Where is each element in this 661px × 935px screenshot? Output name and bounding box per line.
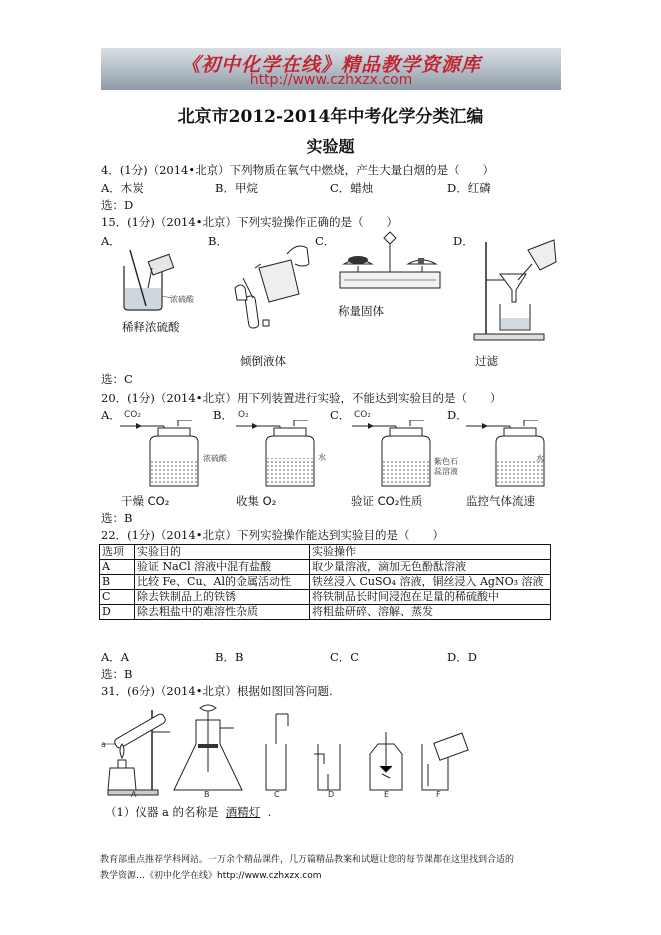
q4-option-a: A．木炭 xyxy=(101,181,144,195)
caption-filter: 过滤 xyxy=(475,354,498,368)
table-cell: 取少量溶液，滴加无色酚酞溶液 xyxy=(310,560,551,575)
apparatus-label-c: C xyxy=(274,790,280,799)
q20a-liquid: 浓硫酸 xyxy=(203,454,227,463)
q20-letter-b: B． xyxy=(213,408,233,422)
q4-option-d: D．红磷 xyxy=(447,181,491,195)
q20-caption-b: 收集 O₂ xyxy=(236,494,277,508)
q22-option-b: B．B xyxy=(215,650,244,664)
table-cell: 除去粗盐中的难溶性杂质 xyxy=(135,605,310,620)
pour-liquid-diagram xyxy=(225,234,315,344)
table-header-cell: 实验目的 xyxy=(135,545,310,560)
q31-sub1 xyxy=(105,805,271,820)
q31-sub1-suffix: . xyxy=(267,805,272,819)
q22-stem: 22．(1分)（2014•北京）下列实验操作能达到实验目的是（ ） xyxy=(101,528,444,542)
footer-line-1: 教育部重点推荐学科网站。一万余个精品课件，几万篇精品教案和试题让您的每节课都在这里找到合适的 xyxy=(100,855,515,865)
q22-option-c: C．C xyxy=(330,650,360,664)
q15-letter-a: A． xyxy=(101,234,121,248)
q20-letter-a: A． xyxy=(101,408,121,422)
table-cell: 除去铁制品上的铁锈 xyxy=(135,590,310,605)
table-header-cell: 实验操作 xyxy=(310,545,551,560)
q20b-gas-label: O₂ xyxy=(238,410,249,420)
caption-pour: 倾倒液体 xyxy=(240,354,286,368)
table-row xyxy=(100,560,551,575)
q20-caption-c: 验证 CO₂性质 xyxy=(351,494,423,508)
apparatus-diagram xyxy=(100,704,480,800)
q20c-liquid-1: 紫色石 xyxy=(434,457,458,466)
apparatus-label-d: D xyxy=(328,790,335,799)
q20-answer: 选：B xyxy=(101,511,133,525)
q15-letter-c: C． xyxy=(315,234,336,248)
q4-option-b: B．甲烷 xyxy=(215,181,258,195)
q31-sub1-prefix: （1）仪器 a 的名称是 xyxy=(105,805,219,819)
table-row xyxy=(100,575,551,590)
table-cell: A xyxy=(100,560,135,575)
gas-bottles-diagram xyxy=(118,420,558,492)
q20d-liquid: 水 xyxy=(536,454,544,463)
dilute-acid-diagram xyxy=(112,236,196,322)
filtration-diagram xyxy=(470,236,560,344)
q20-letter-c: C． xyxy=(330,408,351,422)
table-cell: D xyxy=(100,605,135,620)
q20-caption-a: 干燥 CO₂ xyxy=(121,494,170,508)
table-cell: B xyxy=(100,575,135,590)
document-title: 北京市2012-2014年中考化学分类汇编 xyxy=(177,107,484,127)
apparatus-f xyxy=(422,733,468,790)
table-row xyxy=(100,605,551,620)
table-cell: 铁丝浸入 CuSO₄ 溶液，铜丝浸入 AgNO₃ 溶液 xyxy=(310,575,551,590)
q22-option-d: D．D xyxy=(447,650,477,664)
balance-diagram xyxy=(330,230,450,302)
q20-letter-d: D． xyxy=(447,408,468,422)
table-cell: 将粗盐研碎、溶解、蒸发 xyxy=(310,605,551,620)
caption-dilute: 稀释浓硫酸 xyxy=(122,320,180,334)
section-title: 实验题 xyxy=(306,137,355,156)
q22-answer: 选：B xyxy=(101,667,133,681)
apparatus-e xyxy=(370,732,402,790)
q15-stem: 15．(1分)（2014•北京）下列实验操作正确的是（ ） xyxy=(101,215,398,229)
q4-answer: 选：D xyxy=(101,198,134,212)
apparatus-a-pointer-label: a xyxy=(101,740,106,749)
banner-url[interactable]: http://www.czhxzx.com xyxy=(249,72,413,88)
table-cell: 比较 Fe、Cu、Al的金属活动性 xyxy=(135,575,310,590)
q20-caption-d: 监控气体流速 xyxy=(466,494,535,508)
apparatus-d xyxy=(314,744,340,790)
q20c-liquid-2: 蕊溶液 xyxy=(434,467,458,476)
table-cell: 将铁制品长时间浸泡在足量的稀硫酸中 xyxy=(310,590,551,605)
table-header-cell: 选项 xyxy=(100,545,135,560)
table-row xyxy=(100,590,551,605)
q20c-gas-label: CO₂ xyxy=(354,410,371,420)
bottle-a xyxy=(120,420,198,486)
q22-option-a: A．A xyxy=(101,650,130,664)
table-cell: C xyxy=(100,590,135,605)
apparatus-b xyxy=(174,705,242,790)
bottle-c xyxy=(352,420,430,486)
q20b-liquid: 水 xyxy=(318,453,326,462)
q31-stem: 31．(6分)（2014•北京）根据如图回答问题. xyxy=(101,684,333,698)
table-cell: 验证 NaCl 溶液中混有盐酸 xyxy=(135,560,310,575)
q31-sub1-answer: 酒精灯 xyxy=(225,805,261,819)
q20-stem: 20．(1分)（2014•北京）用下列装置进行实验，不能达到实验目的是（ ） xyxy=(101,391,502,405)
bottle-d xyxy=(466,420,544,486)
apparatus-label-f: F xyxy=(436,790,441,799)
label-conc-sulfuric: 浓硫酸 xyxy=(170,295,194,304)
site-banner xyxy=(101,48,561,90)
q4-option-c: C．蜡烛 xyxy=(330,181,374,195)
table-header-row xyxy=(100,545,551,560)
apparatus-label-b: B xyxy=(204,790,210,799)
q4-stem: 4．(1分)（2014•北京）下列物质在氧气中燃烧，产生大量白烟的是（ ） xyxy=(101,163,495,177)
q15-letter-d: D． xyxy=(453,234,474,248)
footer-line-2: 教学资源…《初中化学在线》http://www.czhxzx.com xyxy=(100,871,322,881)
q22-table xyxy=(99,544,551,620)
q15-letter-b: B． xyxy=(208,234,228,248)
bottle-b xyxy=(236,420,314,486)
q15-answer: 选：C xyxy=(101,372,133,386)
caption-weigh: 称量固体 xyxy=(338,304,384,318)
q20a-gas-label: CO₂ xyxy=(124,410,141,420)
apparatus-label-a: A xyxy=(131,790,137,799)
apparatus-c xyxy=(266,714,288,790)
banner-title: 《初中化学在线》精品教学资源库 xyxy=(180,54,481,76)
apparatus-label-e: E xyxy=(384,790,390,799)
apparatus-a xyxy=(102,710,170,795)
